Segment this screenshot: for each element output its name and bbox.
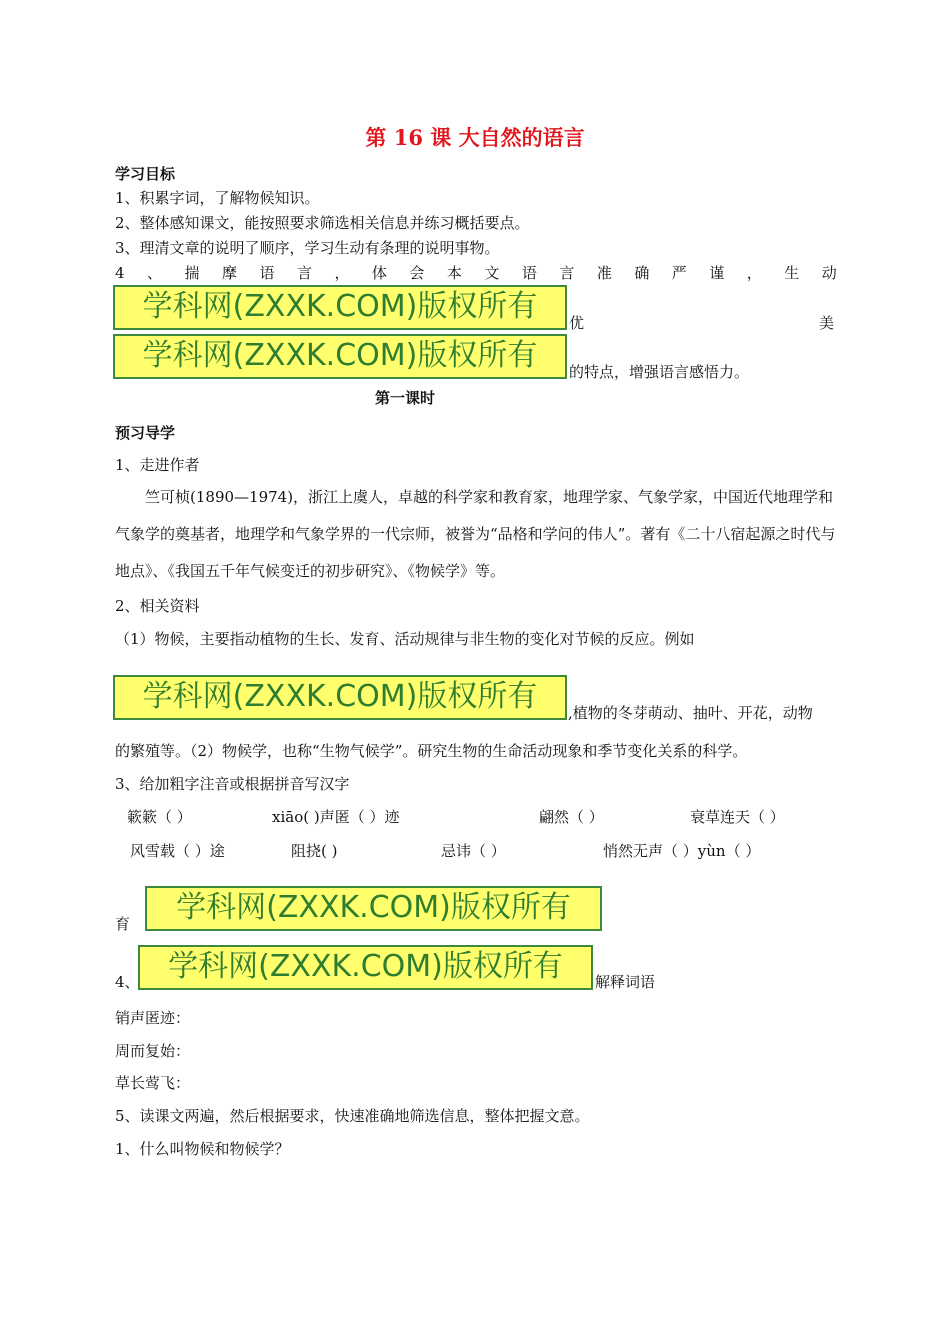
pinyin-item: xiāo( )声匿（ ）迹	[272, 808, 400, 826]
section-5: 5、读课文两遍，然后根据要求，快速准确地筛选信息，整体把握文意。	[115, 1107, 590, 1125]
goal-item-4-you: 优	[569, 314, 585, 332]
author-paragraph: 竺可桢(1890—1974)，浙江上虞人，卓越的科学家和教育家，地理学家、气象学家，中国近代地理学和气象学的奠基者，地理学和气象学界的一代宗师，被誉为“品格和学问的伟人”。著有《二十八宿起源之时代与地点》、《我国五千年气候变迁的初步研究》、《物候学》等。	[115, 488, 836, 580]
term-item: 周而复始：	[115, 1042, 191, 1060]
section-4-prefix: 4、	[115, 973, 140, 991]
watermark-banner: 学科网(ZXXK.COM)版权所有	[145, 886, 602, 931]
watermark-banner: 学科网(ZXXK.COM)版权所有	[113, 285, 567, 330]
pinyin-item: 忌讳（ ）	[441, 842, 506, 860]
goal-item-4-end: 的特点，增强语言感悟力。	[569, 363, 750, 381]
goal-item-2: 2、整体感知课文，能按照要求筛选相关信息并练习概括要点。	[115, 214, 530, 232]
pinyin-row-3-prefix: 育	[115, 915, 131, 933]
pinyin-item: 衰草连天（ ）	[690, 808, 785, 826]
pinyin-item: 簌簌（ ）	[127, 808, 192, 826]
term-item: 草长莺飞：	[115, 1074, 191, 1092]
goal-item-3: 3、理清文章的说明了顺序，学习生动有条理的说明事物。	[115, 239, 500, 257]
material-line-1: （1）物候，主要指动植物的生长、发育、活动规律与非生物的变化对节候的反应。例如	[115, 630, 695, 648]
goal-item-4-mei: 美	[819, 314, 835, 332]
section-4-title: 解释词语	[595, 973, 656, 991]
preview-heading: 预习导学	[115, 424, 176, 442]
material-line-3: 的繁殖等。（2）物候学，也称“生物气候学”。研究生物的生命活动现象和季节变化关系的科学。	[115, 742, 748, 760]
pinyin-item: 翩然（ ）	[539, 808, 604, 826]
goals-heading: 学习目标	[115, 165, 176, 183]
material-line-2-tail: ,植物的冬芽萌动、抽叶、开花，动物	[568, 704, 813, 722]
section-pinyin-title: 3、给加粗字注音或根据拼音写汉字	[115, 775, 350, 793]
goal-item-1: 1、积累字词，了解物候知识。	[115, 189, 320, 207]
goal-item-4-line: 4 、 揣 摩 语 言 ， 体 会 本 文 语 言 准 确 严 谨 ， 生 动	[115, 264, 837, 282]
pinyin-item: 阻挠( )	[291, 842, 338, 860]
page-title: 第 16 课 大自然的语言	[365, 125, 585, 150]
section-author-title: 1、走进作者	[115, 456, 200, 474]
question-1: 1、什么叫物候和物候学？	[115, 1140, 290, 1158]
pinyin-item: 悄然无声（ ）yùn（ ）	[603, 842, 761, 860]
section-material-title: 2、相关资料	[115, 597, 200, 615]
watermark-banner: 学科网(ZXXK.COM)版权所有	[138, 945, 593, 990]
term-item: 销声匿迹：	[115, 1009, 191, 1027]
watermark-banner: 学科网(ZXXK.COM)版权所有	[113, 675, 567, 720]
pinyin-item: 风雪载（ ）途	[130, 842, 225, 860]
lesson-heading: 第一课时	[374, 389, 435, 407]
watermark-banner: 学科网(ZXXK.COM)版权所有	[113, 334, 567, 379]
